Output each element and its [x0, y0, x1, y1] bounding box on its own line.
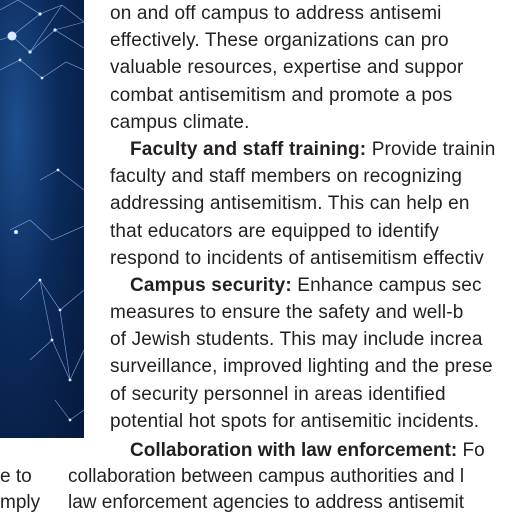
law-enforcement-heading-line: [0, 438, 512, 464]
body-line: effectively. These organizations can pro: [110, 30, 449, 52]
law-enforcement-first-line: Fo: [457, 440, 485, 461]
left-column-fragment: mply: [0, 492, 41, 513]
body-line-text: law enforcement agencies to address antisemit: [68, 492, 465, 513]
body-line: addressing antisemitism. This can help en: [110, 193, 470, 215]
body-line: valuable resources, expertise and suppor: [110, 57, 464, 79]
article-body: [110, 0, 512, 435]
network-lines-graphic: [0, 0, 84, 438]
law-enforcement-heading: Collaboration with law enforcement:: [130, 440, 458, 461]
paragraph-law-enforcement: [0, 438, 512, 516]
body-line: faculty and staff members on recognizing: [110, 166, 463, 188]
body-line: campus climate.: [110, 111, 250, 133]
body-line: potential hot spots for antisemitic incidents.: [110, 410, 480, 432]
paragraph-faculty-training: [110, 136, 512, 163]
body-line: that educators are equipped to identify: [110, 220, 440, 242]
faculty-training-heading: Faculty and staff training:: [130, 138, 367, 160]
body-line-text: on and off campus to address antisemi: [110, 3, 442, 24]
body-line: of Jewish students. This may include increa: [110, 329, 483, 351]
body-line: [0, 490, 512, 516]
body-line: measures to ensure the safety and well-b: [110, 302, 464, 324]
network-face-image: [0, 0, 84, 438]
faculty-training-first-line: Provide trainin: [366, 138, 496, 160]
body-line: combat antisemitism and promote a pos: [110, 84, 453, 106]
body-line: of security personnel in areas identified: [110, 383, 446, 405]
left-column-fragment: e to: [0, 466, 32, 487]
body-line-text: collaboration between campus authorities and l: [68, 466, 465, 487]
body-line: surveillance, improved lighting and the prese: [110, 356, 493, 378]
body-line: [110, 0, 510, 27]
paragraph-campus-security: [110, 272, 512, 299]
campus-security-first-line: Enhance campus sec: [291, 274, 482, 296]
body-line: respond to incidents of antisemitism effectiv: [110, 247, 484, 269]
body-line: [0, 464, 512, 490]
campus-security-heading: Campus security:: [130, 274, 292, 296]
